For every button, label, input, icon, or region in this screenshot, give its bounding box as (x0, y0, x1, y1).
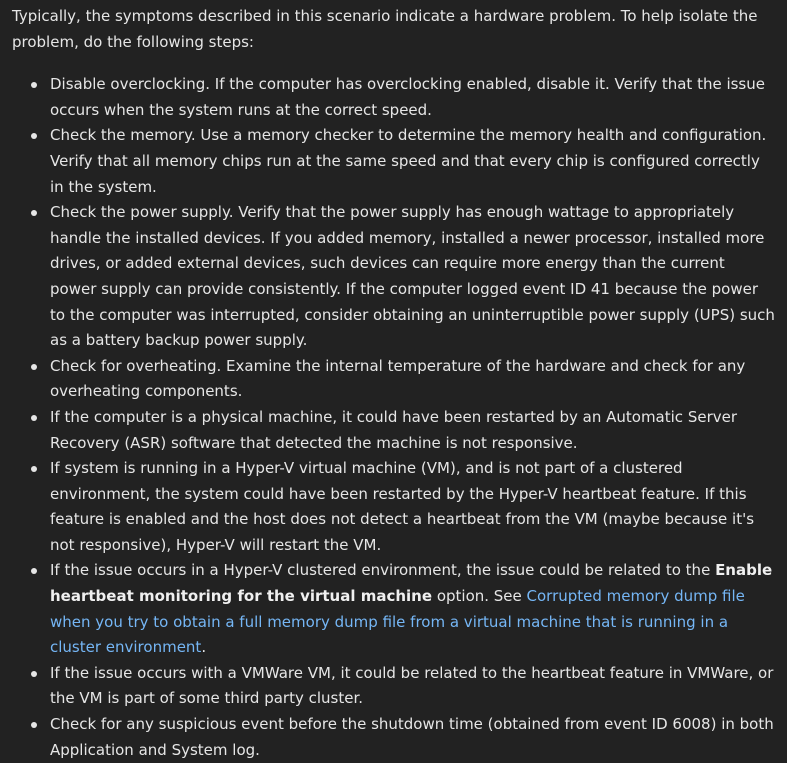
list-item-text: If system is running in a Hyper-V virtual machine (VM), and is not part of a clustered environment, the system could have been restarted by the Hyper-V heartbeat feature. If this feature is enabled and the host does not detect a heartbeat from the VM (maybe because it's not responsive), Hyper-V will restart the VM. (50, 459, 755, 554)
list-item-text-middle: option. See (432, 587, 527, 606)
list-item-disable-overclocking (50, 72, 775, 123)
list-item-text: Check for overheating. Examine the internal temperature of the hardware and check for any overheating components. (50, 356, 746, 401)
list-item-check-overheating (50, 354, 775, 405)
list-item-text: If the computer is a physical machine, it could have been restarted by an Automatic Server Recovery (ASR) software that detected the machine is not responsive. (50, 407, 738, 452)
troubleshooting-steps-list (12, 72, 775, 763)
list-item-text: Disable overclocking. If the computer has overclocking enabled, disable it. Verify that the issue occurs when the system runs at the correct speed. (50, 75, 765, 119)
list-item-hyperv-cluster (50, 558, 775, 660)
list-item-text: Check for any suspicious event before the shutdown time (obtained from event ID 6008) in both Application and System log. (50, 715, 774, 759)
bullet-icon (31, 722, 37, 728)
bullet-icon (31, 415, 37, 421)
list-item-text-prefix: If the issue occurs in a Hyper-V clustered environment, the issue could be related to the (50, 561, 716, 580)
option-name-bold: Enable heartbeat monitoring for the virtual machine (50, 561, 773, 606)
intro-paragraph: Typically, the symptoms described in this scenario indicate a hardware problem. To help isolate the problem, do the following steps: (12, 7, 758, 51)
list-item-hyperv-vm (50, 456, 775, 558)
list-item-physical-machine-asr (50, 405, 775, 456)
list-item-text: If the issue occurs with a VMWare VM, it could be related to the heartbeat feature in VMWare, or the VM is part of some third party cluster. (50, 663, 774, 708)
list-item-text-suffix: . (201, 638, 207, 657)
list-item-check-power-supply (50, 200, 775, 354)
bullet-icon (31, 364, 37, 370)
list-item-suspicious-event (50, 712, 775, 763)
list-item-vmware-vm (50, 661, 775, 712)
bullet-icon (31, 210, 37, 216)
bullet-icon (31, 671, 37, 677)
bullet-icon (31, 466, 37, 472)
list-item-check-memory (50, 123, 775, 200)
bullet-icon (31, 82, 37, 88)
bullet-icon (31, 568, 37, 574)
bullet-icon (31, 133, 37, 139)
corrupted-memory-dump-link[interactable]: Corrupted memory dump file when you try to obtain a full memory dump file from a virtual machine that is running in a cluster environment (50, 587, 745, 657)
list-item-text: Check the power supply. Verify that the power supply has enough wattage to appropriately handle the installed devices. If you added memory, installed a newer processor, installed more drives, or added external devices, such devices can require more energy than the current power supply can provide consistently. If the computer logged event ID 41 because the power to the computer was interrupted, consider obtaining an uninterruptible power supply (UPS) such as a battery backup power supply. (50, 203, 775, 350)
list-item-text: Check the memory. Use a memory checker to determine the memory health and configuration. Verify that all memory chips run at the same speed and that every chip is configured correctly in the system. (50, 126, 767, 196)
